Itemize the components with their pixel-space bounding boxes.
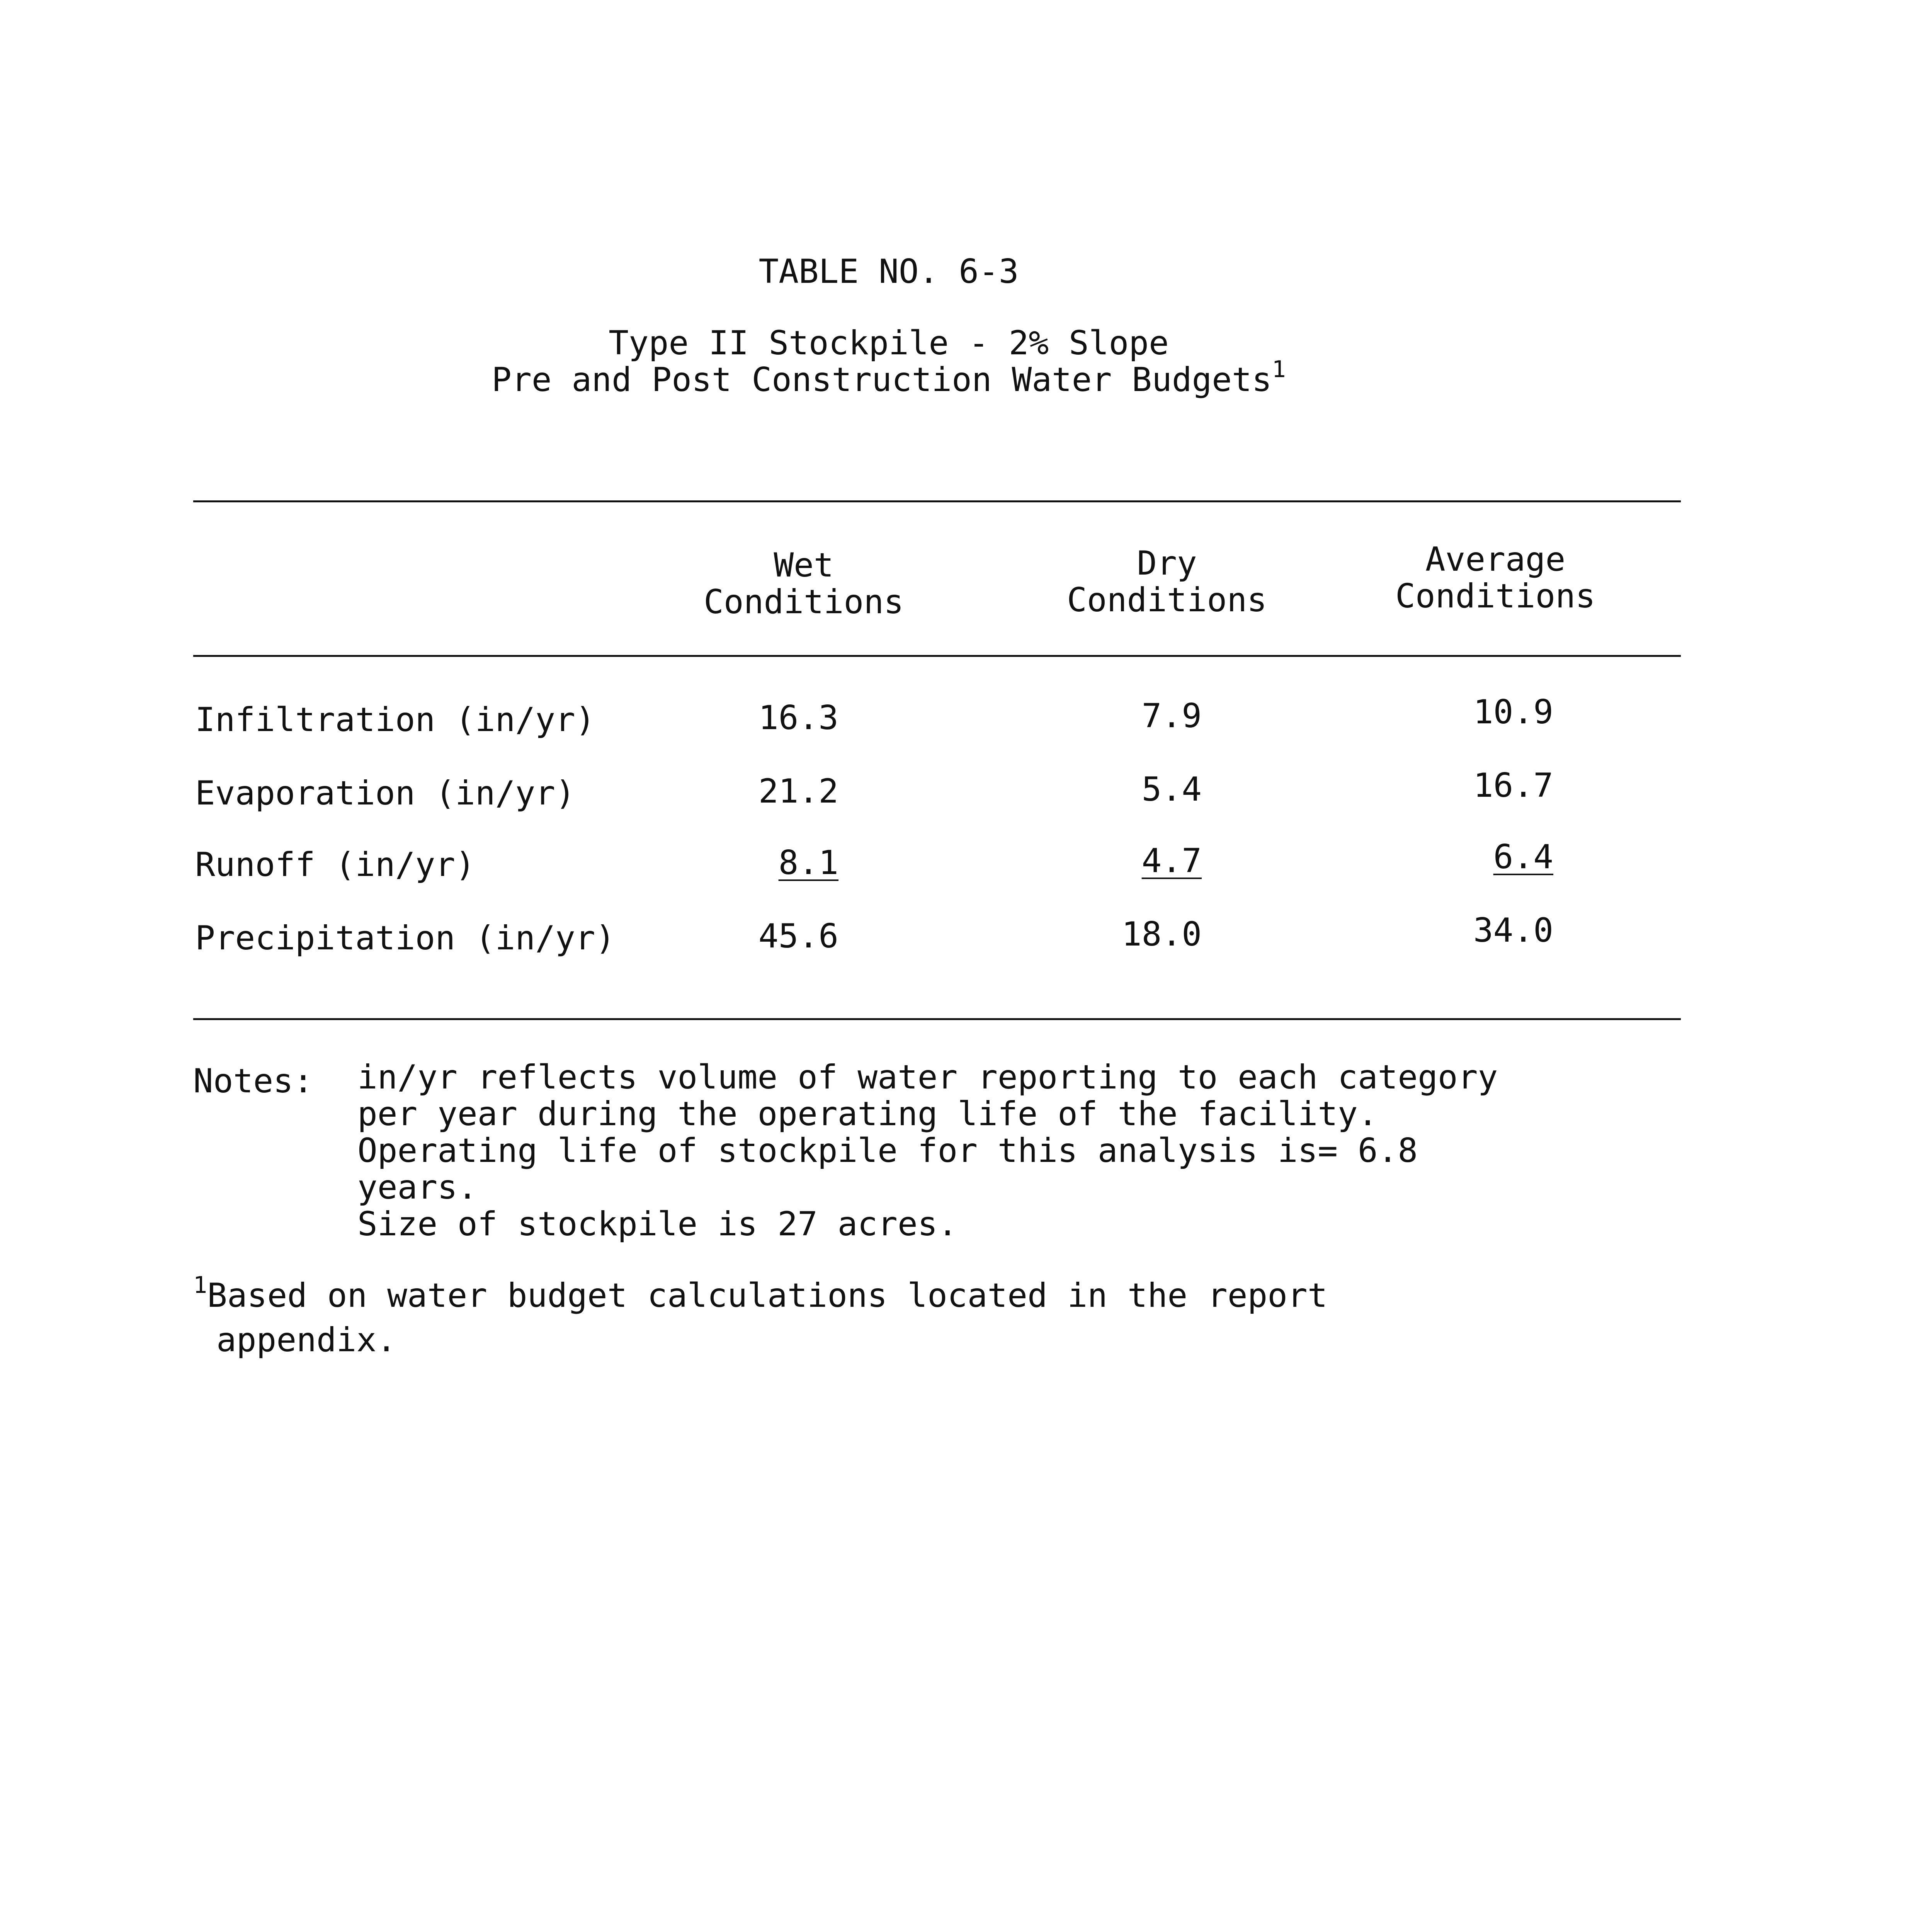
notes-line-5: Size of stockpile is 27 acres. [357,1205,958,1243]
footnote-line-2: appendix. [216,1321,396,1359]
cell-evaporation-dry: 5.4 [1141,770,1202,809]
column-header-dry-line1: Dry [1137,544,1197,583]
row-label-evaporation: Evaporation (in/yr) [195,774,575,813]
notes-label: Notes: [193,1062,313,1100]
cell-infiltration-wet: 16.3 [758,699,838,737]
table-top-rule [193,500,1681,502]
column-header-dry-line2: Conditions [1067,581,1267,619]
column-header-average-line1: Average [1425,540,1566,579]
footnote-mark: 1 [193,1272,207,1299]
column-header-wet-line1: Wet [774,546,834,585]
table-title-line1: Type II Stockpile - 2% Slope [609,324,1169,362]
table-bottom-rule [193,1018,1681,1020]
notes-line-1: in/yr reflects volume of water reporting to each category [357,1058,1498,1097]
cell-infiltration-average: 10.9 [1473,693,1553,731]
cell-precipitation-wet: 45.6 [758,917,838,956]
cell-evaporation-wet: 21.2 [758,772,838,811]
cell-runoff-average [1410,840,1553,874]
row-label-precipitation: Precipitation (in/yr) [195,919,616,957]
table-header-rule [193,655,1681,657]
cell-runoff-wet [696,844,838,882]
table-title-line2 [425,356,1352,399]
cell-runoff-dry-value: 4.7 [1141,842,1202,880]
table-number: TABLE NO. 6-3 [759,252,1019,291]
footnote-text-1: Based on water budget calculations located in the report [207,1276,1328,1315]
cell-runoff-wet-value: 8.1 [778,844,838,882]
column-header-average-line2: Conditions [1395,577,1595,616]
title-line2-text: Pre and Post Construction Water Budgets [492,361,1272,399]
cell-runoff-dry [1059,844,1202,878]
cell-precipitation-average: 34.0 [1473,911,1553,950]
footnote-line-1 [193,1272,1328,1315]
notes-line-4: years. [357,1168,478,1207]
notes-line-3: Operating life of stockpile for this analysis is= 6.8 [357,1131,1418,1170]
column-header-wet-line2: Conditions [704,583,904,621]
cell-precipitation-dry: 18.0 [1121,915,1202,954]
cell-evaporation-average: 16.7 [1473,766,1553,805]
row-label-infiltration: Infiltration (in/yr) [195,701,595,739]
row-label-runoff: Runoff (in/yr) [195,845,475,884]
cell-runoff-average-value: 6.4 [1493,838,1553,876]
notes-line-2: per year during the operating life of the facility. [357,1095,1378,1133]
title-footnote-mark: 1 [1272,356,1286,383]
cell-infiltration-dry: 7.9 [1141,697,1202,735]
